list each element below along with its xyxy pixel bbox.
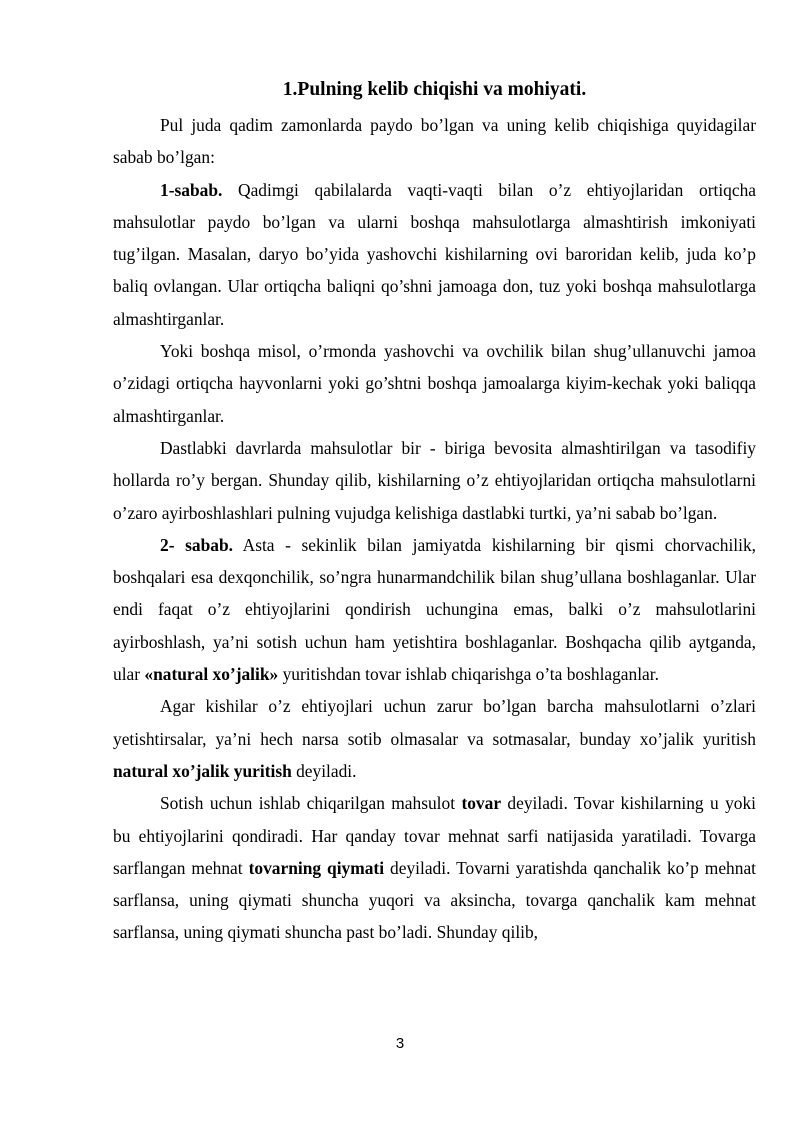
term-commodity-value: tovarning qiymati <box>248 857 385 878</box>
paragraph-reason-1 <box>113 174 756 335</box>
reason-1-label: 1-sabab. <box>160 179 223 200</box>
paragraph-commodity-definition <box>113 787 756 948</box>
paragraph-text: Pul juda qadim zamonlarda paydo bo’lgan va uning kelib chiqishiga quyidagilar sabab bo’lgan: <box>113 115 756 168</box>
paragraph-text: Yoki boshqa misol, o’rmonda yashovchi va ovchilik bilan shug’ullanuvchi jamoa o’zidagi ortiqcha hayvonlarni yoki go’shtni boshqa jamoalarga kiyim-kechak yoki baliqqa almashtirganlar. <box>113 341 756 426</box>
document-page <box>113 74 756 949</box>
paragraph-early-exchange <box>113 432 756 529</box>
paragraph-reason-2 <box>113 529 756 690</box>
paragraph-text: Agar kishilar o’z ehtiyojlari uchun zarur bo’lgan barcha mahsulotlarni o’zlari yetishtirsalar, ya’ni hech narsa sotib olmasalar va sotmasalar, bunday xo’jalik yuritish <box>113 696 756 749</box>
paragraph-natural-economy-definition <box>113 690 756 787</box>
term-natural-economy-management: natural xo’jalik yuritish <box>113 760 292 781</box>
paragraph-text: yuritishdan tovar ishlab chiqarishga o’ta boshlaganlar. <box>278 664 659 685</box>
term-commodity: tovar <box>461 793 502 814</box>
paragraph-text: deyiladi. Tovar kishilarning u yoki bu ehtiyojlarini qondiradi. Har qanday tovar mehnat sarfi natijasida yaratiladi. Tovarga sarflangan mehnat <box>113 793 757 878</box>
paragraph-text: Sotish uchun ishlab chiqarilgan mahsulot <box>160 793 462 814</box>
term-natural-economy: «natural xo’jalik» <box>144 664 279 685</box>
paragraph-text: deyiladi. <box>291 760 357 781</box>
document-title: 1.Pulning kelib chiqishi va mohiyati. <box>282 79 587 100</box>
paragraph-example <box>113 335 756 432</box>
paragraph-text: Dastlabki davrlarda mahsulotlar bir - biriga bevosita almashtirilgan va tasodifiy hollarda ro’y bergan. Shunday qilib, kishilarning o’z ehtiyojlaridan ortiqcha mahsulotlarni o’zaro ayirboshlashlari pulning vujudga kelishiga dastlabki turtki, ya’ni sabab bo’lgan. <box>113 437 756 523</box>
paragraph-intro <box>113 109 756 174</box>
page-number: 3 <box>395 1035 405 1052</box>
reason-2-label: 2- sabab. <box>160 534 233 555</box>
paragraph-text: deyiladi. Tovarni yaratishda qanchalik ko’p mehnat sarflansa, uning qiymati shuncha yuqori va aksincha, tovarga qanchalik kam mehnat sarflansa, uning qiymati shuncha past bo’ladi. Shunday qilib, <box>113 857 756 943</box>
paragraph-text: Qadimgi qabilalarda vaqti-vaqti bilan o’z ehtiyojlaridan ortiqcha mahsulotlar paydo bo’lgan va ularni boshqa mahsulotlarga almashtirish imkoniyati tug’ilgan. Masalan, daryo bo’yida yashovchi kishilarning ovi baroridan kelib, juda ko’p baliq ovlangan. Ular ortiqcha baliqni qo’shni jamoaga don, tuz yoki boshqa mahsulotlarga almashtirganlar. <box>113 179 756 329</box>
paragraph-text: Asta - sekinlik bilan jamiyatda kishilarning bir qismi chorvachilik, boshqalari esa dexqonchilik, so’ngra hunarmandchilik bilan shug’ullana boshlaganlar. Ular endi faqat o’z ehtiyojlarini qondirish uchungina emas, balki o’z mahsulotlarini ayirboshlash, ya’ni sotish uchun ham yetishtira boshlaganlar. Boshqacha qilib aytganda, ular <box>113 534 756 685</box>
